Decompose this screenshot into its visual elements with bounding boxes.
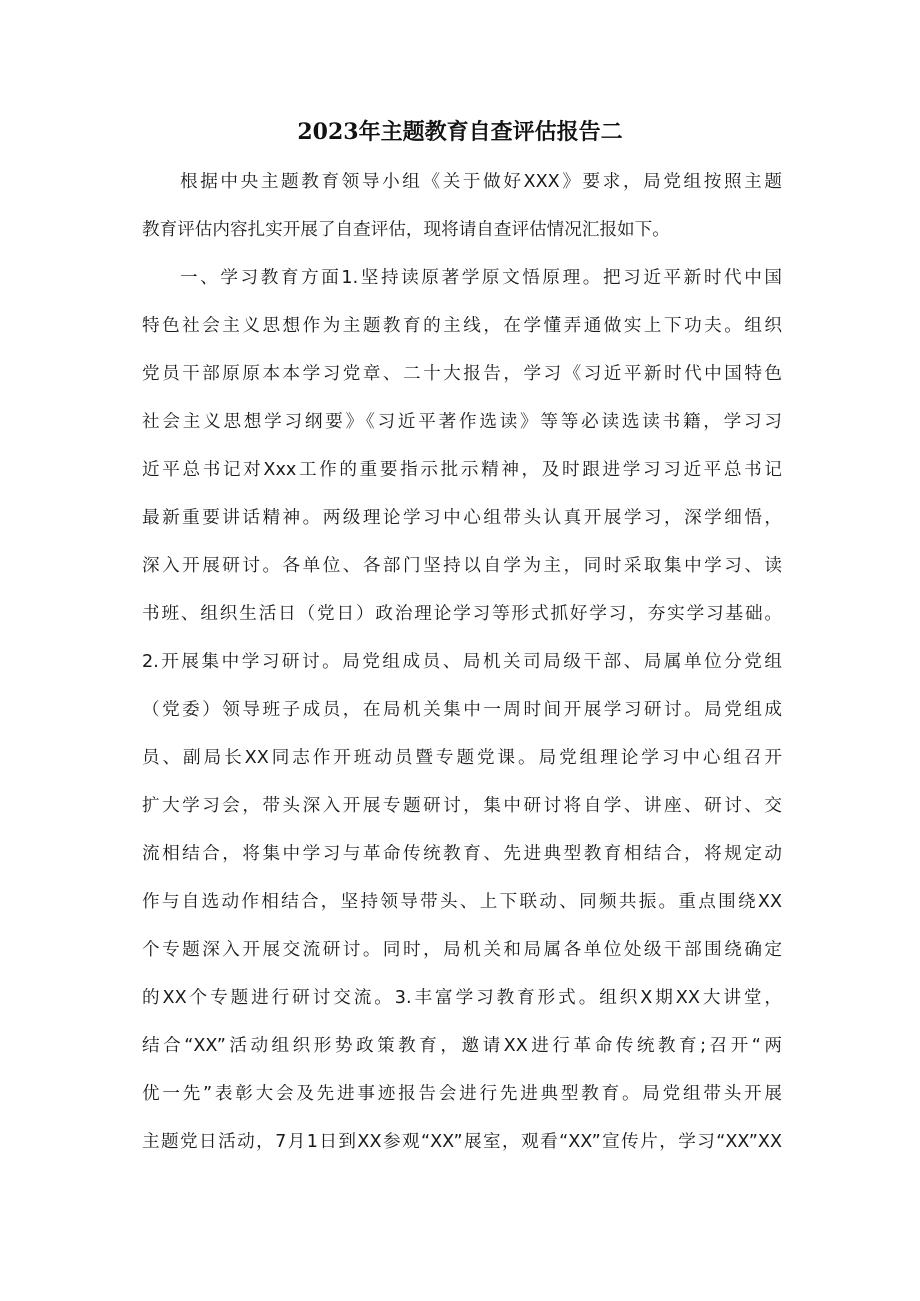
paragraph-line: 优一先”表彰大会及先进事迹报告会进行先进典型教育。局党组带头开展 [142, 1084, 782, 1104]
paragraph-line: 教育评估内容扎实开展了自查评估，现将请自查评估情况汇报如下。 [142, 220, 670, 240]
paragraph-line: 特色社会主义思想作为主题教育的主线，在学懂弄通做实上下功夫。组织 [142, 316, 782, 336]
paragraph-line: 流相结合，将集中学习与革命传统教育、先进典型教育相结合，将规定动 [142, 844, 782, 864]
document-title: 2023年主题教育自查评估报告二 [297, 119, 623, 145]
paragraph-line: 作与自选动作相结合，坚持领导带头、上下联动、同频共振。重点围绕XX [142, 892, 782, 912]
paragraph-line: 最新重要讲话精神。两级理论学习中心组带头认真开展学习，深学细悟， [142, 508, 782, 528]
paragraph-line: 书班、组织生活日（党日）政治理论学习等形式抓好学习，夯实学习基础。 [142, 604, 782, 624]
paragraph-line: 一、学习教育方面1.坚持读原著学原文悟原理。把习近平新时代中国 [180, 268, 782, 288]
paragraph-line: 的XX个专题进行研讨交流。3.丰富学习教育形式。组织X期XX大讲堂， [142, 988, 782, 1008]
paragraph-line: 结合“XX”活动组织形势政策教育，邀请XX进行革命传统教育;召开“两 [142, 1036, 782, 1056]
paragraph-line: 深入开展研讨。各单位、各部门坚持以自学为主，同时采取集中学习、读 [142, 556, 782, 576]
paragraph-line: 党员干部原原本本学习党章、二十大报告，学习《习近平新时代中国特色 [142, 364, 782, 384]
paragraph-line: 个专题深入开展交流研讨。同时，局机关和局属各单位处级干部围绕确定 [142, 940, 782, 960]
paragraph-line: 2.开展集中学习研讨。局党组成员、局机关司局级干部、局属单位分党组 [142, 652, 782, 672]
paragraph-line: 根据中央主题教育领导小组《关于做好XXX》要求，局党组按照主题 [180, 172, 782, 192]
paragraph-line: 主题党日活动，7月1日到XX参观“XX”展室，观看“XX”宣传片，学习“XX”XX [142, 1132, 782, 1152]
paragraph-line: 近平总书记对Xxx工作的重要指示批示精神，及时跟进学习习近平总书记 [142, 460, 782, 480]
paragraph-line: （党委）领导班子成员，在局机关集中一周时间开展学习研讨。局党组成 [142, 700, 782, 720]
paragraph-line: 员、副局长XX同志作开班动员暨专题党课。局党组理论学习中心组召开 [142, 748, 782, 768]
paragraph-line: 扩大学习会，带头深入开展专题研讨，集中研讨将自学、讲座、研讨、交 [142, 796, 782, 816]
paragraph-line: 社会主义思想学习纲要》《习近平著作选读》等等必读选读书籍，学习习 [142, 412, 782, 432]
